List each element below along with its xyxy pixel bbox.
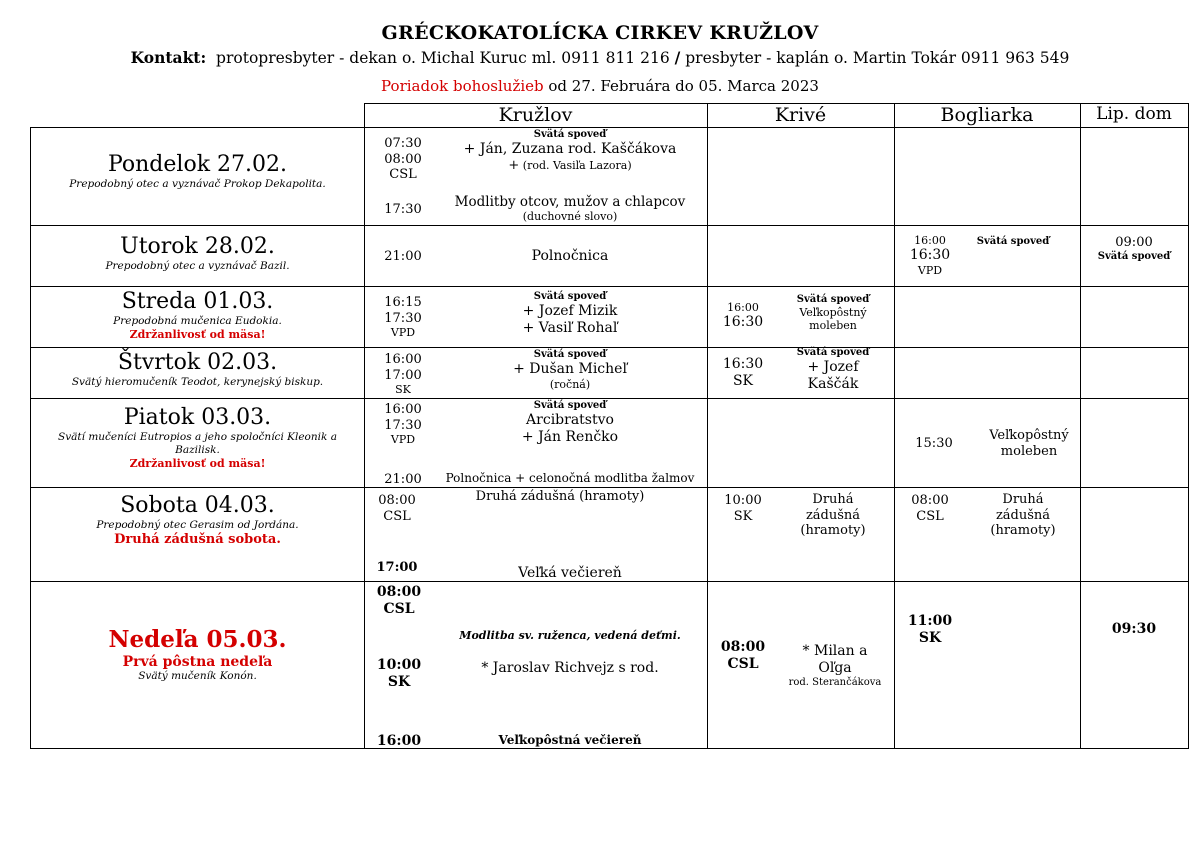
time-slot — [712, 639, 774, 673]
event — [964, 492, 1082, 539]
rite: CSL — [383, 600, 415, 617]
rite: SK — [732, 372, 754, 389]
time: 16:30 — [722, 314, 764, 331]
time: 16:00 — [376, 733, 422, 749]
time: 16:30 — [909, 247, 951, 264]
time: 21:00 — [384, 472, 422, 487]
time-slot — [372, 402, 434, 446]
time-slot — [368, 584, 430, 618]
event-title: moleben — [809, 319, 857, 333]
intention: + Jozef Mizik — [522, 303, 618, 319]
time-slot — [899, 234, 961, 277]
time: 17:00 — [376, 560, 418, 575]
event — [430, 400, 710, 446]
page-title: GRÉCKOKATOLÍCKA CIRKEV KRUŽLOV — [381, 22, 819, 44]
event: Druhá zádušná (hramoty) — [475, 489, 645, 504]
contact-label: Kontakt: — [130, 48, 207, 67]
time-slot — [368, 657, 430, 691]
day-name: Sobota 04.03. — [120, 493, 275, 518]
time: 07:30 — [384, 136, 422, 151]
intention-note: (ročná) — [549, 377, 591, 391]
rite: CSL — [916, 508, 944, 524]
fast-note: Zdržanlivosť od mäsa! — [129, 456, 266, 470]
confession-note: Svätá spoveď — [533, 400, 607, 411]
rite: SK — [918, 629, 942, 646]
column-header-lip-dom: Lip. dom — [1096, 104, 1172, 124]
time: 08:00 — [911, 493, 949, 508]
rite: VPD — [390, 326, 416, 340]
column-header-kruzlov: Kružlov — [498, 104, 573, 126]
confession-note: Svätá spoveď — [976, 236, 1050, 247]
day-name: Streda 01.03. — [121, 289, 274, 314]
rite: CSL — [383, 508, 411, 524]
intention: + Vasiľ Rohaľ — [522, 319, 618, 336]
intention: Kaščák — [807, 375, 859, 392]
time: 17:00 — [384, 367, 422, 383]
event: Polnočnica — [531, 248, 609, 264]
time: 10:00 — [376, 657, 422, 673]
event-title: Arcibratstvo — [526, 412, 614, 428]
intention: + Ján Renčko — [521, 428, 619, 445]
time-slot — [712, 301, 774, 331]
time: 09:30 — [1111, 621, 1157, 637]
time-slot — [372, 352, 434, 396]
event: Polnočnica + celonočná modlitba žalmov — [445, 471, 695, 485]
event: Modlitba sv. ruženca, vedená deťmi. — [459, 629, 681, 642]
day-tuesday — [31, 234, 364, 273]
day-saint: Prepodobná mučenica Eudokia. — [113, 315, 282, 328]
time: 16:00 — [914, 234, 946, 247]
event-title: Druhá — [1002, 492, 1044, 507]
time: 16:30 — [722, 356, 764, 372]
event — [774, 347, 892, 393]
time-slot — [712, 493, 774, 524]
event-title: Veľkopôstný — [989, 428, 1069, 443]
column-header-krive: Krivé — [774, 104, 827, 126]
event-title: moleben — [1000, 443, 1058, 459]
rite: CSL — [727, 655, 759, 672]
time: 08:00 — [376, 584, 422, 600]
intention-marker: + — [508, 157, 520, 173]
intention: + Jozef — [807, 359, 859, 375]
column-header-bogliarka: Bogliarka — [940, 104, 1034, 126]
intention: Oľga — [818, 659, 852, 676]
confession-note: Svätá spoveď — [533, 349, 607, 360]
rite: CSL — [389, 167, 417, 183]
day-friday — [31, 405, 364, 470]
day-sunday — [31, 626, 364, 683]
event-title: Veľkopôstný — [799, 306, 867, 319]
special-note: Prvá pôstna nedeľa — [122, 653, 273, 670]
day-name: Nedeľa 05.03. — [108, 626, 287, 653]
intention-note: rod. Sterančákova — [788, 676, 882, 688]
time: 16:00 — [384, 352, 422, 367]
confession-note: Svätá spoveď — [533, 291, 607, 302]
rite: SK — [387, 673, 411, 690]
intention: + Ján, Zuzana rod. Kaščákova — [463, 141, 677, 157]
event — [430, 349, 710, 391]
contact-chaplain: presbyter - kaplán o. Martin Tokár 0911 963 549 — [685, 49, 1070, 67]
time-slot — [712, 356, 774, 390]
contact-dean: protopresbyter - dekan o. Michal Kuruc ml. 0911 811 216 — [216, 49, 670, 67]
day-saint: Prepodobný otec a vyznávač Bazil. — [105, 260, 290, 273]
time: 17:30 — [384, 310, 422, 326]
day-saturday — [31, 493, 364, 548]
event: Veľká večiereň — [518, 565, 622, 581]
event — [430, 129, 710, 173]
special-note: Druhá zádušná sobota. — [114, 531, 281, 547]
day-saint: Prepodobný otec a vyznávač Prokop Dekapolita. — [69, 178, 326, 191]
schedule-dates: od 27. Februára do 05. Marca 2023 — [548, 77, 819, 95]
contact-separator: / — [674, 48, 681, 67]
intention — [776, 643, 894, 689]
event-title: Modlitby otcov, mužov a chlapcov — [454, 194, 686, 210]
event-title: zádušná — [995, 507, 1051, 523]
time: 08:00 — [720, 639, 766, 655]
day-saint: Svätý mučeník Konón. — [138, 670, 257, 683]
event-title: zádušná — [805, 507, 861, 523]
time: 17:30 — [384, 417, 422, 433]
time: 17:30 — [384, 202, 422, 217]
event-title: Druhá — [812, 492, 854, 507]
rite: SK — [733, 508, 753, 524]
event — [430, 291, 710, 337]
confession-note: Svätá spoveď — [1097, 250, 1171, 262]
day-saint: Svätý hieromučeník Teodot, kerynejský biskup. — [71, 376, 324, 389]
fast-note: Zdržanlivosť od mäsa! — [129, 327, 266, 341]
schedule-period — [0, 77, 1200, 95]
time-slot — [372, 136, 434, 183]
event — [774, 294, 892, 332]
day-name: Utorok 28.02. — [120, 234, 275, 259]
day-thursday — [31, 350, 364, 389]
time: 08:00 — [384, 151, 422, 167]
intention: * Jaroslav Richvejz s rod. — [481, 660, 659, 676]
event-title: (hramoty) — [990, 523, 1056, 539]
day-saint: Svätí mučeníci Eutropios a jeho spoločníci Kleonik a Bazilisk. — [58, 431, 337, 456]
rite: VPD — [390, 433, 416, 447]
intention-note: (rod. Vasiľa Lazora) — [522, 158, 632, 172]
time: 16:00 — [384, 402, 422, 417]
time: 16:00 — [727, 301, 759, 314]
time-slot — [899, 493, 961, 524]
day-name: Pondelok 27.02. — [107, 152, 287, 177]
day-saint: Prepodobný otec Gerasim od Jordána. — [96, 519, 299, 532]
event — [774, 492, 892, 539]
day-name: Piatok 03.03. — [123, 405, 272, 430]
contact-line — [0, 48, 1200, 67]
time: 11:00 — [907, 613, 953, 629]
time: 09:00 — [1115, 235, 1153, 250]
time: 21:00 — [384, 249, 422, 264]
day-monday — [31, 152, 364, 191]
rite: VPD — [917, 263, 943, 277]
time-slot — [899, 613, 961, 647]
time-slot — [1080, 235, 1188, 263]
time: 10:00 — [724, 493, 762, 508]
time-slot — [366, 493, 428, 524]
rite: SK — [395, 383, 411, 397]
schedule-label: Poriadok bohoslužieb — [381, 77, 544, 95]
time: 15:30 — [915, 436, 953, 451]
confession-note: Svätá spoveď — [533, 129, 607, 140]
event-note: (duchovné slovo) — [522, 210, 618, 224]
time-slot — [372, 295, 434, 339]
confession-note: Svätá spoveď — [796, 347, 870, 358]
day-wednesday — [31, 289, 364, 341]
event-title: (hramoty) — [800, 523, 866, 539]
intention: * Milan a — [802, 643, 868, 659]
event — [430, 194, 710, 223]
event: Veľkopôstná večiereň — [498, 733, 642, 747]
time: 08:00 — [378, 493, 416, 508]
event — [970, 428, 1088, 459]
time: 16:15 — [384, 295, 422, 310]
confession-note: Svätá spoveď — [796, 294, 870, 305]
intention: + Dušan Micheľ — [513, 361, 627, 377]
day-name: Štvrtok 02.03. — [117, 350, 278, 375]
